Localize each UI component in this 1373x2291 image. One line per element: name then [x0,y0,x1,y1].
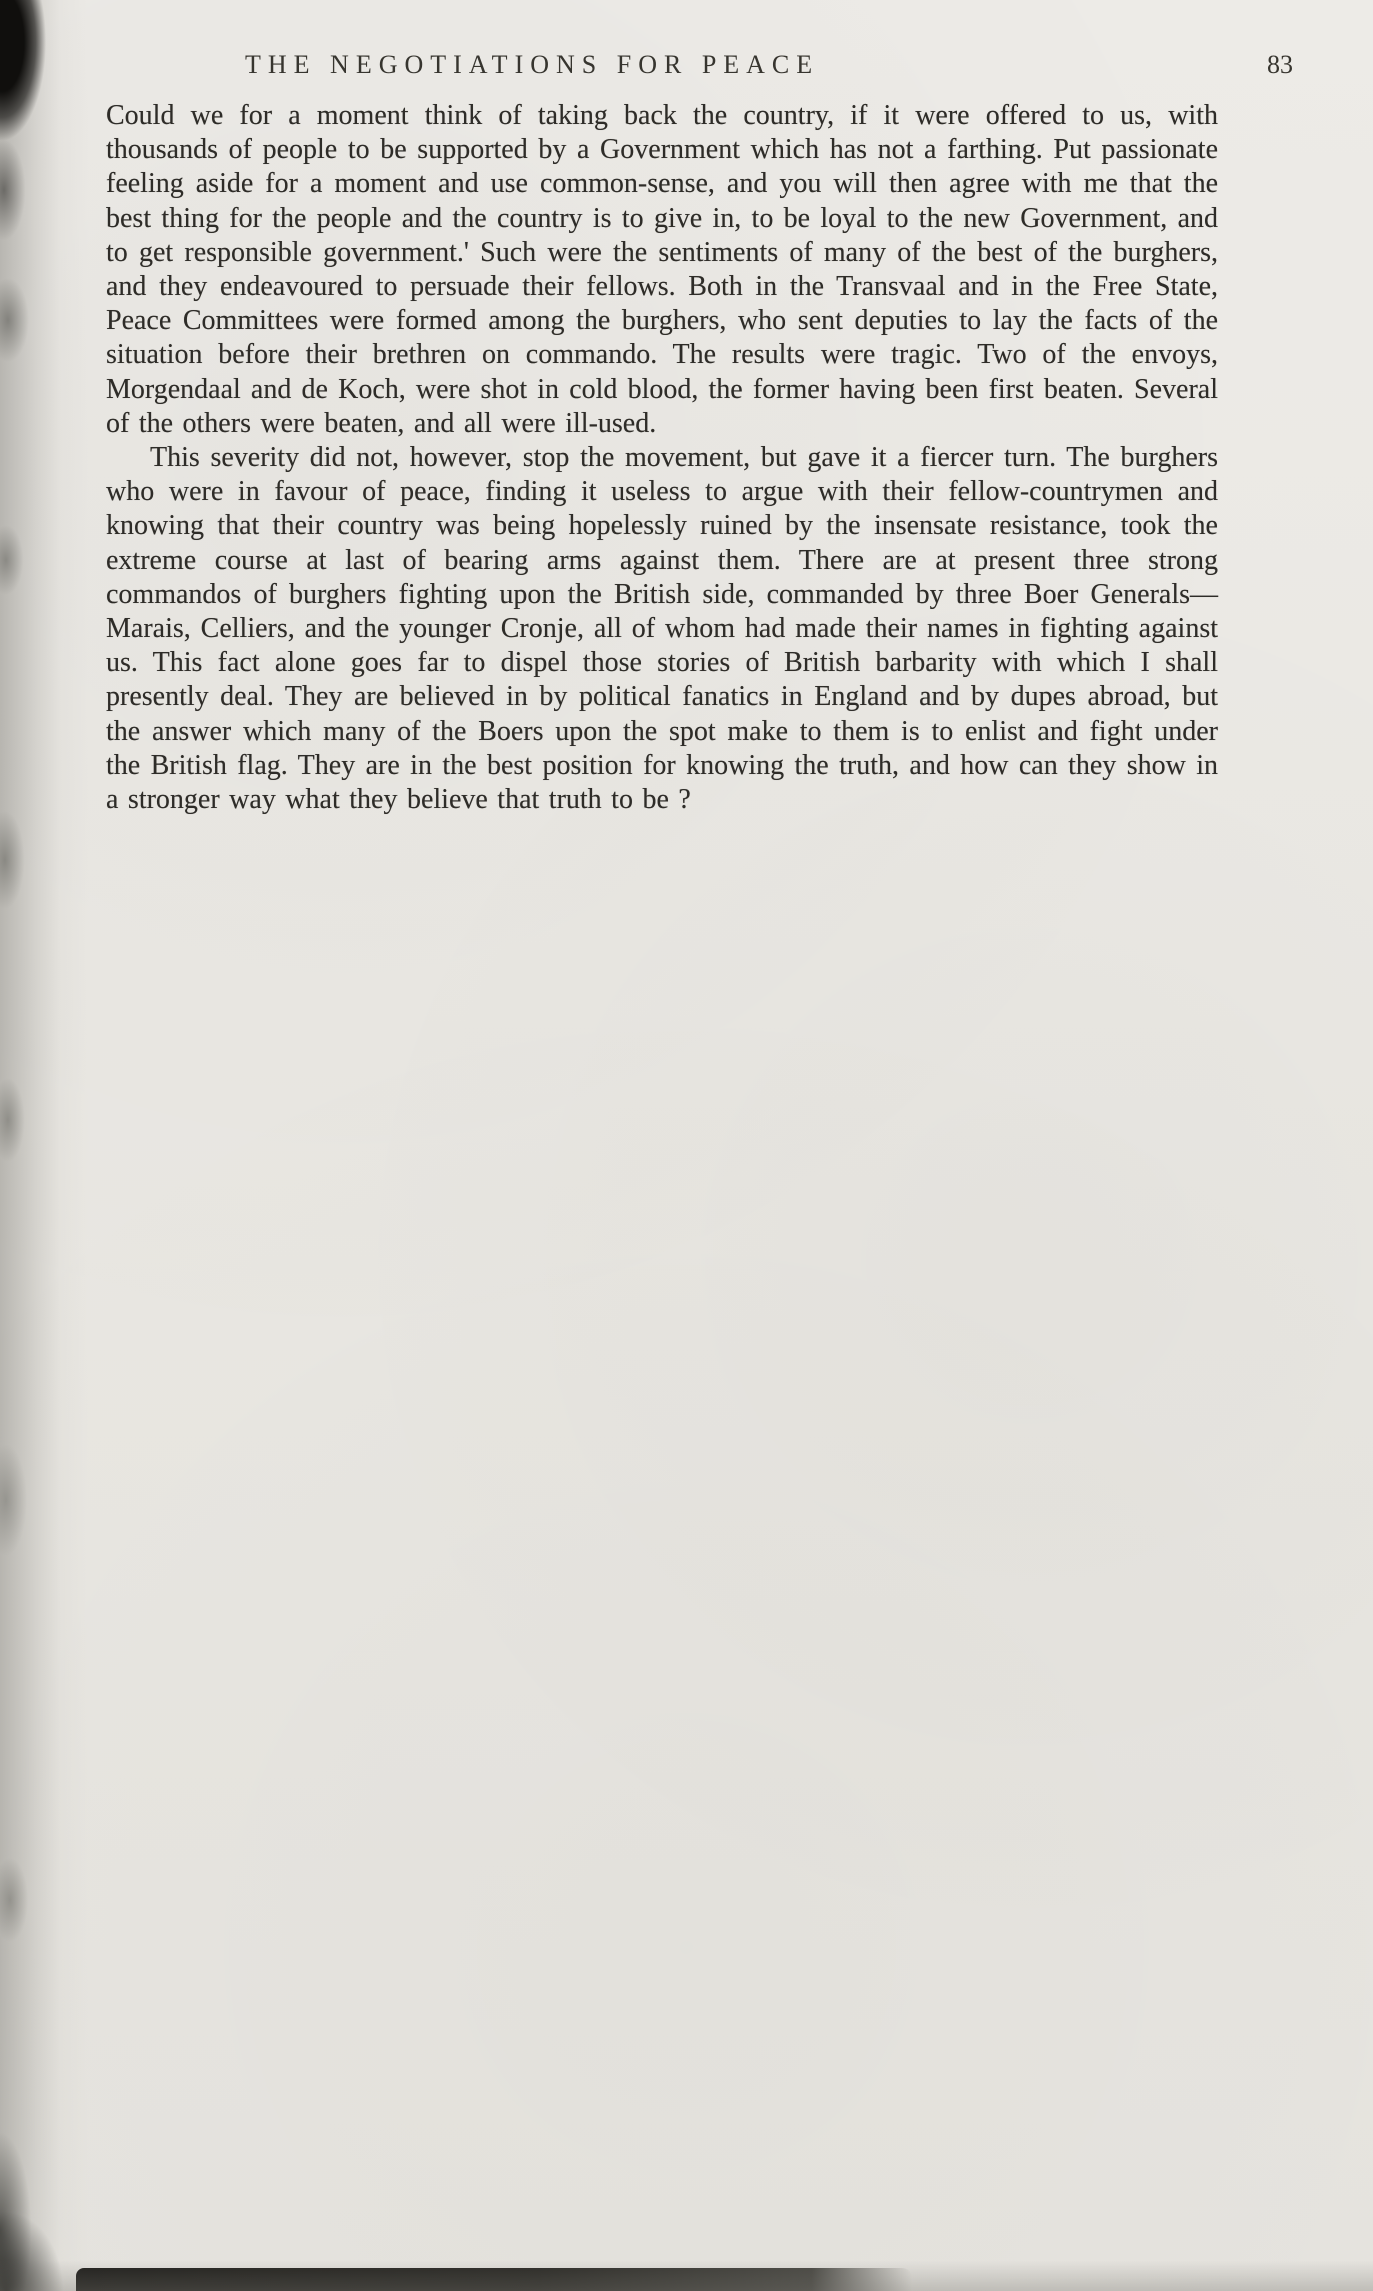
page-number: 83 [1267,50,1293,79]
scan-blot-top-left [0,0,90,260]
paragraph: Could we for a moment think of taking back the country, if it were offered to us, with thousands of people to be supported by a Government which has not a farthing. Put passionate feeling aside for a moment and use common-sense, and you will then agree with me that the best thing for the people and the country is to give in, to be loyal to the new Government, and to get responsible government.' Such were the sentiments of many of the best of the burghers, and they endeavoured to persuade their fellows. Both in the Transvaal and in the Free State, Peace Committees were formed among the burghers, who sent deputies to lay the facts of the situation before their brethren on commando. The results were tragic. Two of the envoys, Morgendaal and de Koch, were shot in cold blood, the former having been first beaten. Several of the others were beaten, and all were ill-used. [106,100,1218,439]
running-title: THE NEGOTIATIONS FOR PEACE [245,50,820,79]
scan-edge-left [0,0,88,2291]
paragraph: This severity did not, however, stop the movement, but gave it a fiercer turn. The burghers who were in favour of peace, finding it useless to argue with their fellow-countrymen and knowing that their country was being hopelessly ruined by the insensate resistance, took the extreme course at last of bearing arms against them. There are at present three strong commandos of burghers fighting upon the British side, commanded by three Boer Generals—Marais, Celliers, and the younger Cronje, all of whom had made their names in fighting against us. This fact alone goes far to dispel those stories of British barbarity with which I shall presently deal. They are believed in by political fanatics in England and by dupes abroad, but the answer which many of the Boers upon the spot make to them is to enlist and fight under the British flag. They are in the best position for knowing the truth, and how can they show in a stronger way what they believe that truth to be ? [106,442,1218,816]
scan-edge-bottom-bar [76,2268,912,2291]
scan-blot-bottom-left [0,2141,110,2291]
page-body [106,99,1218,817]
scan-shade-bottom [0,2255,1373,2291]
